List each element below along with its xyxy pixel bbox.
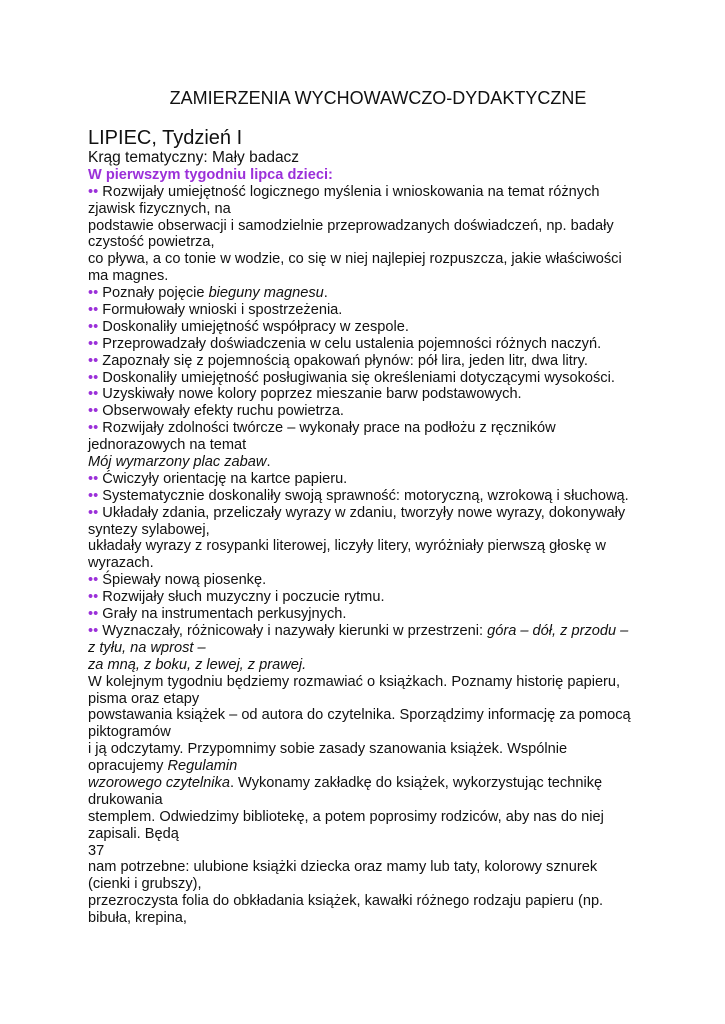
bullet-icon: •• bbox=[88, 470, 99, 487]
text-line: Mój wymarzony plac zabaw. bbox=[88, 454, 271, 471]
bullet-icon: •• bbox=[88, 352, 99, 369]
bullet-icon: •• bbox=[88, 487, 99, 504]
text-line: •• Formułowały wnioski i spostrzeżenia. bbox=[88, 302, 343, 319]
text-line: •• Poznały pojęcie bieguny magnesu. bbox=[88, 285, 328, 302]
text-line: nam potrzebne: ulubione książki dziecka oraz mamy lub taty, kolorowy sznurek bbox=[88, 859, 598, 876]
text-line: •• Rozwijały zdolności twórcze – wykonały prace na podłożu z ręczników bbox=[88, 420, 556, 437]
theme-subtitle: Krąg tematyczny: Mały badacz bbox=[88, 149, 300, 166]
text-line: zjawisk fizycznych, na bbox=[88, 200, 231, 217]
text-line: •• Śpiewały nową piosenkę. bbox=[88, 572, 267, 589]
text-line: •• Wyznaczały, różnicowały i nazywały kierunki w przestrzeni: góra – dół, z przodu – bbox=[88, 622, 629, 639]
bullet-icon: •• bbox=[88, 386, 99, 403]
bullet-icon: •• bbox=[88, 335, 99, 352]
text-line: •• Układały zdania, przeliczały wyrazy w zdaniu, tworzyły nowe wyrazy, dokonywały bbox=[88, 504, 626, 521]
text-line: zapisali. Będą bbox=[88, 825, 179, 842]
text-line: czystość powietrza, bbox=[88, 234, 215, 251]
bullet-icon: •• bbox=[88, 572, 99, 589]
text-line: i ją odczytamy. Przypomnimy sobie zasady szanowania książek. Wspólnie bbox=[88, 741, 568, 758]
text-line: (cienki i grubszy), bbox=[88, 876, 202, 893]
text-line: •• Doskonaliły umiejętność posługiwania się określeniami dotyczącymi wysokości. bbox=[88, 369, 615, 386]
bullet-icon: •• bbox=[88, 622, 99, 639]
text-line: z tyłu, na wprost – bbox=[88, 639, 206, 656]
text-line: •• Doskonaliły umiejętność współpracy w zespole. bbox=[88, 318, 409, 335]
text-line: drukowania bbox=[88, 791, 163, 808]
bullet-icon: •• bbox=[88, 420, 99, 437]
text-line: •• Grały na instrumentach perkusyjnych. bbox=[88, 606, 347, 623]
text-line: co pływa, a co tonie w wodzie, co się w niej najlepiej rozpuszcza, jakie właściwości bbox=[88, 251, 622, 268]
text-line: •• Rozwijały słuch muzyczny i poczucie rytmu. bbox=[88, 589, 385, 606]
bullet-icon: •• bbox=[88, 302, 99, 319]
text-line: opracujemy Regulamin bbox=[88, 758, 238, 775]
text-line: przezroczysta folia do obkładania książek, kawałki różnego rodzaju papieru (np. bbox=[88, 893, 604, 910]
text-line: wyrazach. bbox=[88, 555, 154, 572]
intro-heading: W pierwszym tygodniu lipca dzieci: bbox=[88, 166, 333, 183]
text-line: bibuła, krepina, bbox=[88, 910, 187, 927]
page-title: ZAMIERZENIA WYCHOWAWCZO-DYDAKTYCZNE bbox=[169, 88, 587, 108]
text-line: układały wyrazy z rosypanki literowej, liczyły litery, wyróżniały pierwszą głoskę w bbox=[88, 538, 606, 555]
bullet-icon: •• bbox=[88, 285, 99, 302]
text-line: stemplem. Odwiedzimy bibliotekę, a potem poprosimy rodziców, aby nas do niej bbox=[88, 808, 604, 825]
bullet-icon: •• bbox=[88, 403, 99, 420]
text-line: •• Ćwiczyły orientację na kartce papieru. bbox=[88, 470, 348, 487]
text-line: za mną, z boku, z lewej, z prawej. bbox=[88, 656, 307, 673]
text-line: piktogramów bbox=[88, 724, 171, 741]
text-line: powstawania książek – od autora do czytelnika. Sporządzimy informację za pomocą bbox=[88, 707, 631, 724]
bullet-icon: •• bbox=[88, 589, 99, 606]
page-number: 37 bbox=[88, 842, 105, 859]
text-line: syntezy sylabowej, bbox=[88, 521, 210, 538]
text-line: ma magnes. bbox=[88, 268, 169, 285]
bullet-icon: •• bbox=[88, 606, 99, 623]
bullet-icon: •• bbox=[88, 504, 99, 521]
text-line: •• Rozwijały umiejętność logicznego myślenia i wnioskowania na temat różnych bbox=[88, 183, 600, 200]
text-line: wzorowego czytelnika. Wykonamy zakładkę do książek, wykorzystując technikę bbox=[88, 774, 603, 791]
text-line: •• Systematycznie doskonaliły swoją sprawność: motoryczną, wzrokową i słuchową. bbox=[88, 487, 629, 504]
text-line: jednorazowych na temat bbox=[88, 437, 247, 454]
section-heading: LIPIEC, Tydzień I bbox=[88, 127, 243, 149]
document-body bbox=[88, 150, 648, 927]
bullet-icon: •• bbox=[88, 183, 99, 200]
text-line: •• Przeprowadzały doświadczenia w celu ustalenia pojemności różnych naczyń. bbox=[88, 335, 602, 352]
text-line: •• Obserwowały efekty ruchu powietrza. bbox=[88, 403, 344, 420]
bullet-icon: •• bbox=[88, 369, 99, 386]
text-line: •• Zapoznały się z pojemnością opakowań płynów: pół lira, jeden litr, dwa litry. bbox=[88, 352, 588, 369]
text-line: W kolejnym tygodniu będziemy rozmawiać o książkach. Poznamy historię papieru, bbox=[88, 673, 621, 690]
bullet-icon: •• bbox=[88, 318, 99, 335]
text-line: podstawie obserwacji i samodzielnie przeprowadzanych doświadczeń, np. badały bbox=[88, 217, 614, 234]
text-line: •• Uzyskiwały nowe kolory poprzez mieszanie barw podstawowych. bbox=[88, 386, 522, 403]
text-line: pisma oraz etapy bbox=[88, 690, 200, 707]
